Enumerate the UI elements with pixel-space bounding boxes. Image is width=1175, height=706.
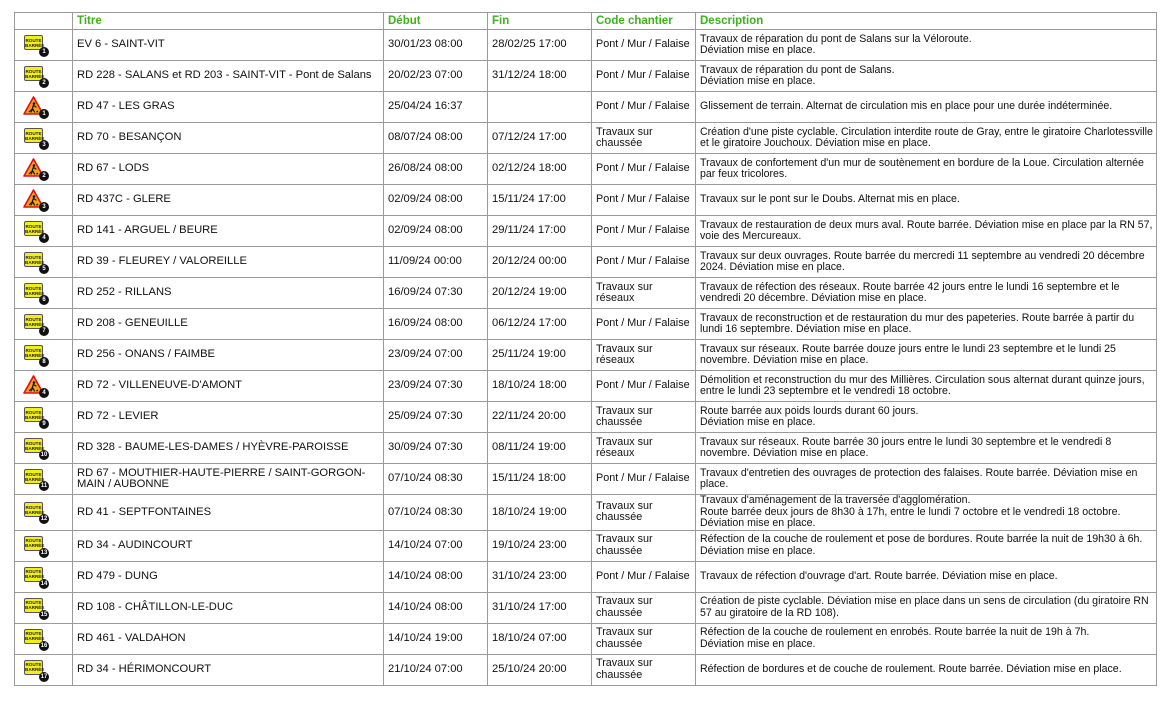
- sign-label-line1: ROUTE: [25, 316, 42, 322]
- row-debut: 14/10/24 08:00: [384, 561, 488, 592]
- header-code-chantier[interactable]: Code chantier: [592, 13, 696, 30]
- row-icon-cell: [15, 123, 73, 154]
- row-debut: 23/09/24 07:30: [384, 371, 488, 402]
- table-row[interactable]: [15, 185, 1157, 216]
- row-code-chantier: Travaux sur chaussée: [592, 123, 696, 154]
- sign-label-line2: BARRÉE: [25, 445, 45, 451]
- row-fin: [488, 92, 592, 123]
- table-row[interactable]: [15, 278, 1157, 309]
- sign-label-line1: ROUTE: [25, 569, 42, 574]
- route-barree-icon[interactable]: [23, 343, 49, 367]
- row-fin: 28/02/25 17:00: [488, 30, 592, 61]
- row-fin: 31/10/24 17:00: [488, 592, 592, 623]
- row-description: Démolition et reconstruction du mur des Millières. Circulation sous alternat durant quinze jours, entre le lundi 23 septembre et le vendredi 18 octobre.: [696, 371, 1157, 402]
- route-barree-icon[interactable]: [23, 500, 49, 524]
- sign-label-line1: ROUTE: [25, 223, 42, 229]
- row-code-chantier: Travaux sur réseaux: [592, 278, 696, 309]
- marker-number-badge: 16: [40, 642, 48, 649]
- works-sign-icon[interactable]: [23, 188, 49, 212]
- marker-number-badge: 6: [39, 295, 49, 305]
- row-icon-cell: [15, 92, 73, 123]
- row-description: Travaux d'aménagement de la traversée d'agglomération. Route barrée deux jours de 8h30 à 17h, entre le lundi 7 octobre et le vendredi 18 octobre. Déviation mise en place.: [696, 495, 1157, 531]
- row-icon-cell: [15, 30, 73, 61]
- row-icon-cell: [15, 654, 73, 685]
- row-titre: RD 72 - LEVIER: [73, 402, 384, 433]
- table-row[interactable]: [15, 154, 1157, 185]
- row-fin: 25/10/24 20:00: [488, 654, 592, 685]
- header-debut[interactable]: Début: [384, 13, 488, 30]
- row-code-chantier: Pont / Mur / Falaise: [592, 216, 696, 247]
- sign-label-line2: BARRÉE: [25, 135, 45, 141]
- row-fin: 29/11/24 17:00: [488, 216, 592, 247]
- row-titre: RD 208 - GENEUILLE: [73, 309, 384, 340]
- row-icon-cell: [15, 561, 73, 592]
- header-titre[interactable]: Titre: [73, 13, 384, 30]
- row-description: Travaux de réfection d'ouvrage d'art. Route barrée. Déviation mise en place.: [696, 561, 1157, 592]
- sign-label-line1: ROUTE: [25, 471, 42, 477]
- marker-number-badge: 4: [39, 233, 49, 243]
- row-titre: RD 70 - BESANÇON: [73, 123, 384, 154]
- row-code-chantier: Pont / Mur / Falaise: [592, 247, 696, 278]
- row-fin: 15/11/24 18:00: [488, 464, 592, 495]
- row-code-chantier: Pont / Mur / Falaise: [592, 371, 696, 402]
- marker-number-badge: 11: [40, 483, 48, 489]
- row-icon-cell: [15, 402, 73, 433]
- sign-label-line1: ROUTE: [25, 538, 42, 543]
- row-debut: 20/02/23 07:00: [384, 61, 488, 92]
- row-icon-cell: [15, 278, 73, 309]
- row-icon-cell: [15, 623, 73, 654]
- row-titre: RD 39 - FLEUREY / VALOREILLE: [73, 247, 384, 278]
- row-code-chantier: Travaux sur chaussée: [592, 495, 696, 531]
- row-fin: 18/10/24 19:00: [488, 495, 592, 531]
- sign-label-line2: BARRÉE: [25, 476, 45, 482]
- row-code-chantier: Travaux sur chaussée: [592, 592, 696, 623]
- table-row[interactable]: [15, 92, 1157, 123]
- marker-number-badge: 7: [39, 326, 49, 336]
- route-barree-icon[interactable]: [23, 219, 49, 243]
- marker-number-badge: 5: [39, 264, 49, 274]
- row-debut: 21/10/24 07:00: [384, 654, 488, 685]
- row-debut: 07/10/24 08:30: [384, 464, 488, 495]
- route-barree-icon[interactable]: [23, 33, 49, 57]
- table-row[interactable]: [15, 402, 1157, 433]
- row-titre: RD 256 - ONANS / FAIMBE: [73, 340, 384, 371]
- header-icon: [15, 13, 73, 30]
- row-titre: RD 461 - VALDAHON: [73, 623, 384, 654]
- row-description: Glissement de terrain. Alternat de circulation mis en place pour une durée indéterminée.: [696, 92, 1157, 123]
- sign-label-line2: BARRÉE: [25, 543, 45, 548]
- row-description: Route barrée aux poids lourds durant 60 jours. Déviation mise en place.: [696, 402, 1157, 433]
- row-code-chantier: Pont / Mur / Falaise: [592, 154, 696, 185]
- header-description[interactable]: Description: [696, 13, 1157, 30]
- sign-label-line1: ROUTE: [25, 662, 42, 667]
- table-row[interactable]: [15, 530, 1157, 561]
- row-debut: 25/09/24 07:30: [384, 402, 488, 433]
- row-debut: 16/09/24 07:30: [384, 278, 488, 309]
- row-icon-cell: [15, 371, 73, 402]
- table-row[interactable]: [15, 623, 1157, 654]
- marker-number-badge: 2: [39, 78, 49, 88]
- row-debut: 02/09/24 08:00: [384, 185, 488, 216]
- marker-number-badge: 2: [39, 171, 49, 181]
- works-sign-icon[interactable]: [23, 374, 49, 398]
- row-code-chantier: Travaux sur réseaux: [592, 433, 696, 464]
- row-code-chantier: Pont / Mur / Falaise: [592, 92, 696, 123]
- row-code-chantier: Travaux sur réseaux: [592, 340, 696, 371]
- marker-number-badge: 10: [40, 452, 48, 458]
- row-icon-cell: [15, 340, 73, 371]
- row-description: Réfection de la couche de roulement et pose de bordures. Route barrée la nuit de 19h30 à 6h. Déviation mise en place.: [696, 530, 1157, 561]
- sign-label-line2: BARRÉE: [25, 321, 45, 327]
- row-fin: 25/11/24 19:00: [488, 340, 592, 371]
- sign-label-line1: ROUTE: [25, 440, 42, 446]
- table-row[interactable]: [15, 654, 1157, 685]
- sign-label-line2: BARRÉE: [25, 73, 45, 79]
- sign-label-line1: ROUTE: [25, 347, 42, 353]
- sign-label-line2: BARRÉE: [25, 605, 45, 610]
- table-body: [15, 30, 1157, 686]
- row-description: Travaux de réparation du pont de Salans. Déviation mise en place.: [696, 61, 1157, 92]
- row-icon-cell: [15, 464, 73, 495]
- sign-label-line2: BARRÉE: [25, 228, 45, 234]
- row-description: Travaux sur le pont sur le Doubs. Alternat mis en place.: [696, 185, 1157, 216]
- row-titre: RD 479 - DUNG: [73, 561, 384, 592]
- sign-label-line1: ROUTE: [25, 504, 42, 510]
- marker-number-badge: 3: [39, 140, 49, 150]
- row-icon-cell: [15, 216, 73, 247]
- header-fin[interactable]: Fin: [488, 13, 592, 30]
- marker-number-badge: 14: [40, 580, 48, 587]
- row-debut: 14/10/24 08:00: [384, 592, 488, 623]
- works-sign-icon[interactable]: [23, 95, 49, 119]
- roadworks-table: [14, 12, 1157, 686]
- row-debut: 26/08/24 08:00: [384, 154, 488, 185]
- marker-number-badge: 9: [39, 419, 49, 429]
- row-fin: 08/11/24 19:00: [488, 433, 592, 464]
- row-titre: RD 252 - RILLANS: [73, 278, 384, 309]
- row-debut: 23/09/24 07:00: [384, 340, 488, 371]
- row-icon-cell: [15, 433, 73, 464]
- row-fin: 02/12/24 18:00: [488, 154, 592, 185]
- row-description: Travaux de réparation du pont de Salans sur la Véloroute. Déviation mise en place.: [696, 30, 1157, 61]
- row-debut: 16/09/24 08:00: [384, 309, 488, 340]
- table-header-row: [15, 13, 1157, 30]
- row-description: Réfection de bordures et de couche de roulement. Route barrée. Déviation mise en place.: [696, 654, 1157, 685]
- table-row[interactable]: [15, 371, 1157, 402]
- row-icon-cell: [15, 154, 73, 185]
- row-description: Travaux de restauration de deux murs aval. Route barrée. Déviation mise en place par la RN 57, voie des Mercureaux.: [696, 216, 1157, 247]
- row-titre: RD 47 - LES GRAS: [73, 92, 384, 123]
- table-row[interactable]: [15, 123, 1157, 154]
- row-description: Réfection de la couche de roulement en enrobés. Route barrée la nuit de 19h à 7h. Déviation mise en place.: [696, 623, 1157, 654]
- route-barree-icon[interactable]: [23, 596, 49, 620]
- route-barree-icon[interactable]: [23, 405, 49, 429]
- row-titre: RD 34 - AUDINCOURT: [73, 530, 384, 561]
- marker-number-badge: 1: [39, 109, 49, 119]
- row-description: Travaux sur deux ouvrages. Route barrée du mercredi 11 septembre au vendredi 20 décembre 2024. Déviation mise en place.: [696, 247, 1157, 278]
- row-titre: RD 328 - BAUME-LES-DAMES / HYÈVRE-PAROISSE: [73, 433, 384, 464]
- route-barree-icon[interactable]: [23, 627, 49, 651]
- sign-label-line2: BARRÉE: [25, 42, 45, 48]
- route-barree-icon[interactable]: [23, 281, 49, 305]
- row-fin: 18/10/24 07:00: [488, 623, 592, 654]
- row-fin: 22/11/24 20:00: [488, 402, 592, 433]
- sign-label-line2: BARRÉE: [25, 667, 45, 672]
- row-description: Travaux d'entretien des ouvrages de protection des falaises. Route barrée. Déviation mise en place.: [696, 464, 1157, 495]
- table-row[interactable]: [15, 433, 1157, 464]
- row-fin: 06/12/24 17:00: [488, 309, 592, 340]
- table-row[interactable]: [15, 340, 1157, 371]
- marker-number-badge: 4: [39, 388, 49, 398]
- sign-label-line2: BARRÉE: [25, 290, 45, 296]
- sign-label-line1: ROUTE: [25, 37, 42, 43]
- row-debut: 30/01/23 08:00: [384, 30, 488, 61]
- row-debut: 25/04/24 16:37: [384, 92, 488, 123]
- table-row[interactable]: [15, 592, 1157, 623]
- sign-label-line2: BARRÉE: [25, 509, 45, 515]
- marker-number-badge: 8: [39, 357, 49, 367]
- row-description: Travaux sur réseaux. Route barrée douze jours entre le lundi 23 septembre et le lundi 25 novembre. Déviation mise en place.: [696, 340, 1157, 371]
- sign-label-line1: ROUTE: [25, 600, 42, 605]
- row-debut: 02/09/24 08:00: [384, 216, 488, 247]
- row-icon-cell: [15, 495, 73, 531]
- sign-label-line1: ROUTE: [25, 130, 42, 136]
- row-debut: 14/10/24 19:00: [384, 623, 488, 654]
- marker-number-badge: 15: [40, 611, 48, 618]
- row-debut: 11/09/24 00:00: [384, 247, 488, 278]
- table-row[interactable]: [15, 464, 1157, 495]
- row-icon-cell: [15, 61, 73, 92]
- marker-number-badge: 3: [39, 202, 49, 212]
- sign-label-line1: ROUTE: [25, 68, 42, 74]
- row-fin: 20/12/24 19:00: [488, 278, 592, 309]
- row-code-chantier: Pont / Mur / Falaise: [592, 309, 696, 340]
- row-icon-cell: [15, 530, 73, 561]
- route-barree-icon[interactable]: [23, 467, 49, 491]
- row-code-chantier: Travaux sur chaussée: [592, 530, 696, 561]
- row-description: Travaux sur réseaux. Route barrée 30 jours entre le lundi 30 septembre et le vendredi 8 novembre. Déviation mise en place.: [696, 433, 1157, 464]
- table-row[interactable]: [15, 61, 1157, 92]
- row-titre: RD 41 - SEPTFONTAINES: [73, 495, 384, 531]
- row-titre: RD 228 - SALANS et RD 203 - SAINT-VIT - Pont de Salans: [73, 61, 384, 92]
- row-code-chantier: Travaux sur chaussée: [592, 623, 696, 654]
- row-description: Création d'une piste cyclable. Circulation interdite route de Gray, entre le giratoire Charlotessville et le giratoire Jouchoux. Déviation mise en place.: [696, 123, 1157, 154]
- row-fin: 31/12/24 18:00: [488, 61, 592, 92]
- marker-number-badge: 12: [40, 516, 48, 523]
- row-fin: 07/12/24 17:00: [488, 123, 592, 154]
- sign-label-line1: ROUTE: [25, 631, 42, 636]
- table-row[interactable]: [15, 30, 1157, 61]
- row-titre: EV 6 - SAINT-VIT: [73, 30, 384, 61]
- table-row[interactable]: [15, 309, 1157, 340]
- row-debut: 30/09/24 07:30: [384, 433, 488, 464]
- row-description: Travaux de réfection des réseaux. Route barrée 42 jours entre le lundi 16 septembre et le vendredi 20 décembre. Déviation mise en place.: [696, 278, 1157, 309]
- row-titre: RD 108 - CHÂTILLON-LE-DUC: [73, 592, 384, 623]
- route-barree-icon[interactable]: [23, 534, 49, 558]
- row-titre: RD 141 - ARGUEL / BEURE: [73, 216, 384, 247]
- row-titre: RD 72 - VILLENEUVE-D'AMONT: [73, 371, 384, 402]
- row-titre: RD 34 - HÉRIMONCOURT: [73, 654, 384, 685]
- row-titre: RD 67 - LODS: [73, 154, 384, 185]
- sign-label-line2: BARRÉE: [25, 352, 45, 358]
- row-fin: 18/10/24 18:00: [488, 371, 592, 402]
- row-code-chantier: Pont / Mur / Falaise: [592, 185, 696, 216]
- route-barree-icon[interactable]: [23, 565, 49, 589]
- sign-label-line1: ROUTE: [25, 409, 42, 415]
- row-code-chantier: Pont / Mur / Falaise: [592, 561, 696, 592]
- row-code-chantier: Pont / Mur / Falaise: [592, 61, 696, 92]
- row-fin: 20/12/24 00:00: [488, 247, 592, 278]
- row-debut: 14/10/24 07:00: [384, 530, 488, 561]
- route-barree-icon[interactable]: [23, 126, 49, 150]
- sign-label-line2: BARRÉE: [25, 259, 45, 265]
- sign-label-line1: ROUTE: [25, 254, 42, 260]
- row-icon-cell: [15, 185, 73, 216]
- row-fin: 19/10/24 23:00: [488, 530, 592, 561]
- row-description: Création de piste cyclable. Déviation mise en place dans un sens de circulation (du giratoire RN 57 au giratoire de la RD 108).: [696, 592, 1157, 623]
- row-titre: RD 67 - MOUTHIER-HAUTE-PIERRE / SAINT-GORGON-MAIN / AUBONNE: [73, 464, 384, 495]
- sign-label-line2: BARRÉE: [25, 636, 45, 641]
- marker-number-badge: 17: [40, 673, 48, 680]
- table-row[interactable]: [15, 247, 1157, 278]
- row-code-chantier: Travaux sur chaussée: [592, 654, 696, 685]
- route-barree-icon[interactable]: [23, 312, 49, 336]
- marker-number-badge: 13: [40, 549, 48, 556]
- row-code-chantier: Travaux sur chaussée: [592, 402, 696, 433]
- row-code-chantier: Pont / Mur / Falaise: [592, 464, 696, 495]
- table-row[interactable]: [15, 561, 1157, 592]
- table-row[interactable]: [15, 216, 1157, 247]
- row-titre: RD 437C - GLERE: [73, 185, 384, 216]
- row-debut: 08/07/24 08:00: [384, 123, 488, 154]
- route-barree-icon[interactable]: [23, 64, 49, 88]
- sign-label-line2: BARRÉE: [25, 414, 45, 420]
- route-barree-icon[interactable]: [23, 250, 49, 274]
- row-fin: 15/11/24 17:00: [488, 185, 592, 216]
- row-fin: 31/10/24 23:00: [488, 561, 592, 592]
- row-debut: 07/10/24 08:30: [384, 495, 488, 531]
- sign-label-line1: ROUTE: [25, 285, 42, 291]
- route-barree-icon[interactable]: [23, 436, 49, 460]
- row-icon-cell: [15, 309, 73, 340]
- marker-number-badge: 1: [39, 47, 49, 57]
- row-icon-cell: [15, 592, 73, 623]
- row-description: Travaux de reconstruction et de restauration du mur des papeteries. Route barrée à partir du lundi 16 septembre. Déviation mise en place.: [696, 309, 1157, 340]
- sign-label-line2: BARRÉE: [25, 574, 45, 579]
- table-row[interactable]: [15, 495, 1157, 531]
- route-barree-icon[interactable]: [23, 658, 49, 682]
- row-code-chantier: Pont / Mur / Falaise: [592, 30, 696, 61]
- row-description: Travaux de confortement d'un mur de soutènement en bordure de la Loue. Circulation alternée par feux tricolores.: [696, 154, 1157, 185]
- row-icon-cell: [15, 247, 73, 278]
- works-sign-icon[interactable]: [23, 157, 49, 181]
